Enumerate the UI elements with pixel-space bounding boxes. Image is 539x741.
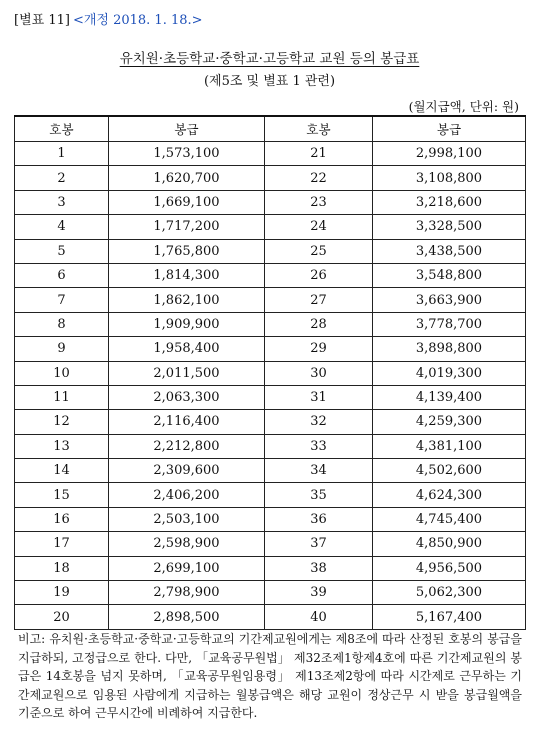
grade-cell: 6 xyxy=(15,263,109,287)
salary-cell: 2,598,900 xyxy=(109,532,265,556)
table-row xyxy=(15,142,526,166)
table-row xyxy=(15,312,526,336)
salary-table-body xyxy=(15,142,526,630)
grade-cell: 29 xyxy=(265,337,373,361)
salary-cell: 4,381,100 xyxy=(373,434,526,458)
table-row xyxy=(15,166,526,190)
amendment-date[interactable]: <개정 2018. 1. 18.> xyxy=(72,13,203,28)
grade-cell: 31 xyxy=(265,385,373,409)
column-header-salary: 봉급 xyxy=(373,116,526,142)
grade-cell: 36 xyxy=(265,507,373,531)
salary-cell: 1,765,800 xyxy=(109,239,265,263)
grade-cell: 35 xyxy=(265,483,373,507)
salary-cell: 2,063,300 xyxy=(109,385,265,409)
salary-cell: 1,620,700 xyxy=(109,166,265,190)
salary-cell: 3,663,900 xyxy=(373,288,526,312)
salary-cell: 4,259,300 xyxy=(373,410,526,434)
table-row xyxy=(15,239,526,263)
grade-cell: 34 xyxy=(265,459,373,483)
grade-cell: 19 xyxy=(15,581,109,605)
table-row xyxy=(15,605,526,629)
salary-cell: 2,503,100 xyxy=(109,507,265,531)
salary-cell: 2,011,500 xyxy=(109,361,265,385)
grade-cell: 10 xyxy=(15,361,109,385)
salary-cell: 3,328,500 xyxy=(373,215,526,239)
table-row xyxy=(15,288,526,312)
table-row xyxy=(15,483,526,507)
table-row xyxy=(15,434,526,458)
table-row xyxy=(15,190,526,214)
salary-cell: 4,624,300 xyxy=(373,483,526,507)
table-header-row xyxy=(15,116,526,142)
table-row xyxy=(15,507,526,531)
salary-cell: 2,898,500 xyxy=(109,605,265,629)
salary-cell: 5,062,300 xyxy=(373,581,526,605)
grade-cell: 26 xyxy=(265,263,373,287)
table-row xyxy=(15,385,526,409)
grade-cell: 27 xyxy=(265,288,373,312)
salary-cell: 1,862,100 xyxy=(109,288,265,312)
table-row xyxy=(15,410,526,434)
salary-table xyxy=(14,115,526,630)
grade-cell: 16 xyxy=(15,507,109,531)
salary-cell: 3,438,500 xyxy=(373,239,526,263)
salary-cell: 1,814,300 xyxy=(109,263,265,287)
grade-cell: 1 xyxy=(15,142,109,166)
salary-cell: 3,778,700 xyxy=(373,312,526,336)
grade-cell: 33 xyxy=(265,434,373,458)
salary-cell: 1,573,100 xyxy=(109,142,265,166)
grade-cell: 14 xyxy=(15,459,109,483)
column-header-salary: 봉급 xyxy=(109,116,265,142)
salary-cell: 3,108,800 xyxy=(373,166,526,190)
table-row xyxy=(15,361,526,385)
grade-cell: 22 xyxy=(265,166,373,190)
grade-cell: 9 xyxy=(15,337,109,361)
salary-cell: 4,745,400 xyxy=(373,507,526,531)
salary-cell: 2,699,100 xyxy=(109,556,265,580)
grade-cell: 28 xyxy=(265,312,373,336)
grade-cell: 30 xyxy=(265,361,373,385)
table-row xyxy=(15,263,526,287)
salary-cell: 2,309,600 xyxy=(109,459,265,483)
salary-cell: 1,958,400 xyxy=(109,337,265,361)
grade-cell: 18 xyxy=(15,556,109,580)
grade-cell: 23 xyxy=(265,190,373,214)
salary-cell: 2,406,200 xyxy=(109,483,265,507)
grade-cell: 39 xyxy=(265,581,373,605)
table-row xyxy=(15,581,526,605)
salary-cell: 3,548,800 xyxy=(373,263,526,287)
salary-cell: 5,167,400 xyxy=(373,605,526,629)
grade-cell: 21 xyxy=(265,142,373,166)
grade-cell: 40 xyxy=(265,605,373,629)
grade-cell: 4 xyxy=(15,215,109,239)
salary-cell: 2,998,100 xyxy=(373,142,526,166)
grade-cell: 12 xyxy=(15,410,109,434)
table-row xyxy=(15,215,526,239)
grade-cell: 13 xyxy=(15,434,109,458)
salary-cell: 3,898,800 xyxy=(373,337,526,361)
grade-cell: 32 xyxy=(265,410,373,434)
grade-cell: 3 xyxy=(15,190,109,214)
table-row xyxy=(15,337,526,361)
unit-label: (월지급액, 단위: 원) xyxy=(408,99,519,114)
grade-cell: 15 xyxy=(15,483,109,507)
column-header-grade: 호봉 xyxy=(15,116,109,142)
salary-cell: 4,850,900 xyxy=(373,532,526,556)
grade-cell: 17 xyxy=(15,532,109,556)
salary-cell: 2,116,400 xyxy=(109,410,265,434)
salary-cell: 4,956,500 xyxy=(373,556,526,580)
table-row xyxy=(15,459,526,483)
grade-cell: 38 xyxy=(265,556,373,580)
table-row xyxy=(15,532,526,556)
grade-cell: 11 xyxy=(15,385,109,409)
table-row xyxy=(15,556,526,580)
column-header-grade: 호봉 xyxy=(265,116,373,142)
table-tag: [별표 11] xyxy=(14,13,70,28)
grade-cell: 37 xyxy=(265,532,373,556)
grade-cell: 8 xyxy=(15,312,109,336)
salary-cell: 1,669,100 xyxy=(109,190,265,214)
table-tag-line xyxy=(14,9,203,28)
page-subtitle: (제5조 및 별표 1 관련) xyxy=(203,74,336,89)
salary-cell: 2,212,800 xyxy=(109,434,265,458)
grade-cell: 25 xyxy=(265,239,373,263)
salary-cell: 1,909,900 xyxy=(109,312,265,336)
grade-cell: 24 xyxy=(265,215,373,239)
salary-cell: 4,502,600 xyxy=(373,459,526,483)
salary-cell: 1,717,200 xyxy=(109,215,265,239)
grade-cell: 5 xyxy=(15,239,109,263)
grade-cell: 20 xyxy=(15,605,109,629)
remarks-note: 비고: 유치원·초등학교·중학교·고등학교의 기간제교원에게는 제8조에 따라 산정된 호봉의 봉급을 지급하되, 고정급으로 한다. 다만, 「교육공무원법」 제32조제1항제4호에 따른 기간제교원의 봉급은 14호봉을 넘지 못하며, 「교육공무원임용령」 제13조제2항에 따라 시간제로 근무하는 기간제교원으로 임용된 사람에게 지급하는 월봉급액은 해당 교원이 정상근무 시 받을 봉급월액을 기준으로 하여 근무시간에 비례하여 지급한다. xyxy=(18,632,522,721)
page-title: 유치원·초등학교·중학교·고등학교 교원 등의 봉급표 xyxy=(119,51,420,67)
grade-cell: 7 xyxy=(15,288,109,312)
salary-cell: 3,218,600 xyxy=(373,190,526,214)
grade-cell: 2 xyxy=(15,166,109,190)
salary-cell: 4,139,400 xyxy=(373,385,526,409)
salary-cell: 2,798,900 xyxy=(109,581,265,605)
salary-cell: 4,019,300 xyxy=(373,361,526,385)
